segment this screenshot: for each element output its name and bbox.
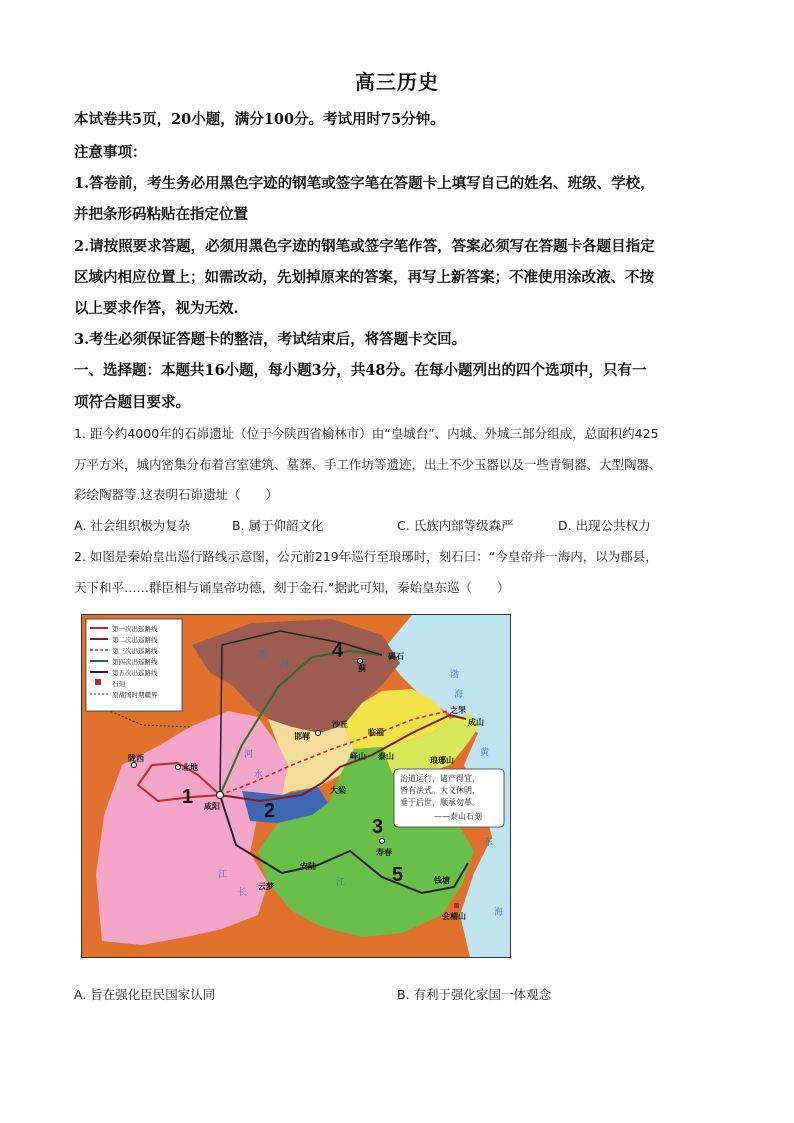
place-handan: 邯郸 xyxy=(294,732,310,741)
place-zhifu: 之罘 xyxy=(450,706,466,715)
city-dot xyxy=(380,839,385,844)
route-number-4: 4 xyxy=(332,640,344,662)
place-linzi: 临淄 xyxy=(368,728,384,737)
river-label-7: 江 xyxy=(336,878,346,888)
q1-option-b[interactable]: B. 属于仰韶文化 xyxy=(232,518,324,533)
page-title: 高三历史 xyxy=(355,70,439,94)
sea-label-5: 东 xyxy=(484,838,494,848)
note-1-line-1: 1.答卷前，考生务必用黑色字迹的钢笔或签字笔在答题卡上填写自己的姓名、班级、学校， xyxy=(74,175,655,192)
inscription-line-2: 皆有法式。大义休明， xyxy=(400,786,480,795)
stone-carving-icon xyxy=(95,679,101,685)
notes-heading: 注意事项： xyxy=(74,144,147,161)
place-beidi: 北地 xyxy=(182,763,198,772)
city-dot xyxy=(132,763,137,768)
city-dot xyxy=(176,765,181,770)
place-yunmeng: 云梦 xyxy=(258,882,274,891)
note-3: 3.考生必须保证答题卡的整洁，考试结束后，将答题卡交回。 xyxy=(74,331,467,348)
question-2-line-1: 2. 如图是秦始皇出巡行路线示意图，公元前219年巡行至琅琊时，刻石曰：“今皇帝并一海内，以为郡县， xyxy=(74,549,658,564)
inscription-line-1: 治道运行，诸产得宜， xyxy=(400,774,480,783)
note-1-line-2: 并把条形码粘贴在指定位置 xyxy=(74,206,248,223)
q1-option-d[interactable]: D. 出现公共权力 xyxy=(558,518,651,533)
q1-option-a[interactable]: A. 社会组织极为复杂 xyxy=(74,518,191,533)
question-1-line-3: 彩绘陶器等.这表明石峁遗址（ ） xyxy=(74,487,278,502)
question-1-line-2: 万平方米，城内密集分布着宫室建筑、墓葬、手工作坊等遗迹，出土不少玉器以及一些青铜器、大型陶器、 xyxy=(74,457,662,472)
place-shouchun: 寿春 xyxy=(376,848,392,857)
question-1-line-1: 1. 距今约4000年的石峁遗址（位于今陕西省榆林市）由“皇城台”、内城、外城三部分组成，总面积约425 xyxy=(74,426,659,441)
river-label-5: 江 xyxy=(218,870,228,880)
place-langya: 琅琊山 xyxy=(430,756,454,765)
sea-label-3: 黄 xyxy=(480,748,490,758)
inscription-source: ——泰山石刻 xyxy=(434,812,482,821)
note-2-line-3: 以上要求作答，视为无效. xyxy=(74,300,239,317)
stone-marker xyxy=(454,903,459,908)
route-number-3: 3 xyxy=(372,816,384,838)
river-label-4: 水 xyxy=(254,770,264,780)
place-anlu: 安陆 xyxy=(300,862,316,871)
qin-tour-route-map xyxy=(81,614,511,958)
q2-option-b[interactable]: B. 有利于强化家国一体观念 xyxy=(397,987,552,1002)
place-yishan: 峄山 xyxy=(350,752,366,761)
city-dot xyxy=(358,659,363,664)
note-2-line-1: 2.请按照要求答题，必须用黑色字迹的钢笔或签字笔作答，答案必须写在答题卡各题目指定 xyxy=(74,238,655,255)
note-2-line-2: 区域内相应位置上；如需改动，先划掉原来的答案，再写上新答案；不准使用涂改液、不按 xyxy=(74,269,654,286)
sea-label-2: 海 xyxy=(454,690,464,700)
legend-label-7: 原战国时期疆界 xyxy=(112,691,158,699)
legend-label-6: 石刻 xyxy=(112,680,125,688)
place-qiantang: 钱塘 xyxy=(434,876,450,885)
place-taishan: 泰山 xyxy=(378,752,394,761)
place-ji: 蓟 xyxy=(358,664,366,673)
place-daliang: 大梁 xyxy=(330,786,346,795)
legend-label-2: 第二次出巡路线 xyxy=(112,636,158,644)
sea-label-6: 海 xyxy=(494,908,504,918)
place-chengshan: 成山 xyxy=(468,718,484,727)
section-1-line-2: 项符合题目要求。 xyxy=(74,394,190,411)
route-number-1: 1 xyxy=(182,786,194,808)
river-label-1: 黄 xyxy=(258,650,268,660)
route-number-2: 2 xyxy=(264,800,276,822)
route-number-5: 5 xyxy=(392,864,404,886)
section-1-line-1: 一、选择题：本题共16小题，每小题3分，共48分。在每小题列出的四个选项中，只有一 xyxy=(74,362,647,379)
sea-label-1: 渤 xyxy=(450,670,460,680)
legend-label-5: 第五次出巡路线 xyxy=(112,669,158,677)
city-dot xyxy=(316,731,321,736)
question-2-line-2: 天下和平……群臣相与诵皇帝功德，刻于金石.”据此可知，秦始皇东巡（ ） xyxy=(74,580,510,595)
legend-label-4: 第四次出巡路线 xyxy=(112,658,158,666)
place-xianyang: 咸阳 xyxy=(204,802,220,811)
legend-label-3: 第三次出巡路线 xyxy=(112,647,158,655)
place-shaqiu: 沙丘 xyxy=(332,720,348,729)
exam-intro: 本试卷共5页，20小题，满分100分。考试用时75分钟。 xyxy=(74,111,445,128)
river-label-3: 河 xyxy=(244,750,254,760)
river-label-2: 河 xyxy=(280,660,290,670)
legend-label-1: 第一次出巡路线 xyxy=(112,625,158,633)
river-label-6: 长 xyxy=(238,888,248,898)
place-kuaiji: 会稽山 xyxy=(442,912,466,921)
place-jieshi: 碣石 xyxy=(388,652,404,661)
q1-option-c[interactable]: C. 氏族内部等级森严 xyxy=(397,518,514,533)
place-longxi: 陇西 xyxy=(128,754,144,763)
city-dot xyxy=(217,792,224,799)
q2-option-a[interactable]: A. 旨在强化臣民国家认同 xyxy=(74,987,216,1002)
inscription-line-3: 垂于后世，顺承勿革。 xyxy=(400,798,480,807)
